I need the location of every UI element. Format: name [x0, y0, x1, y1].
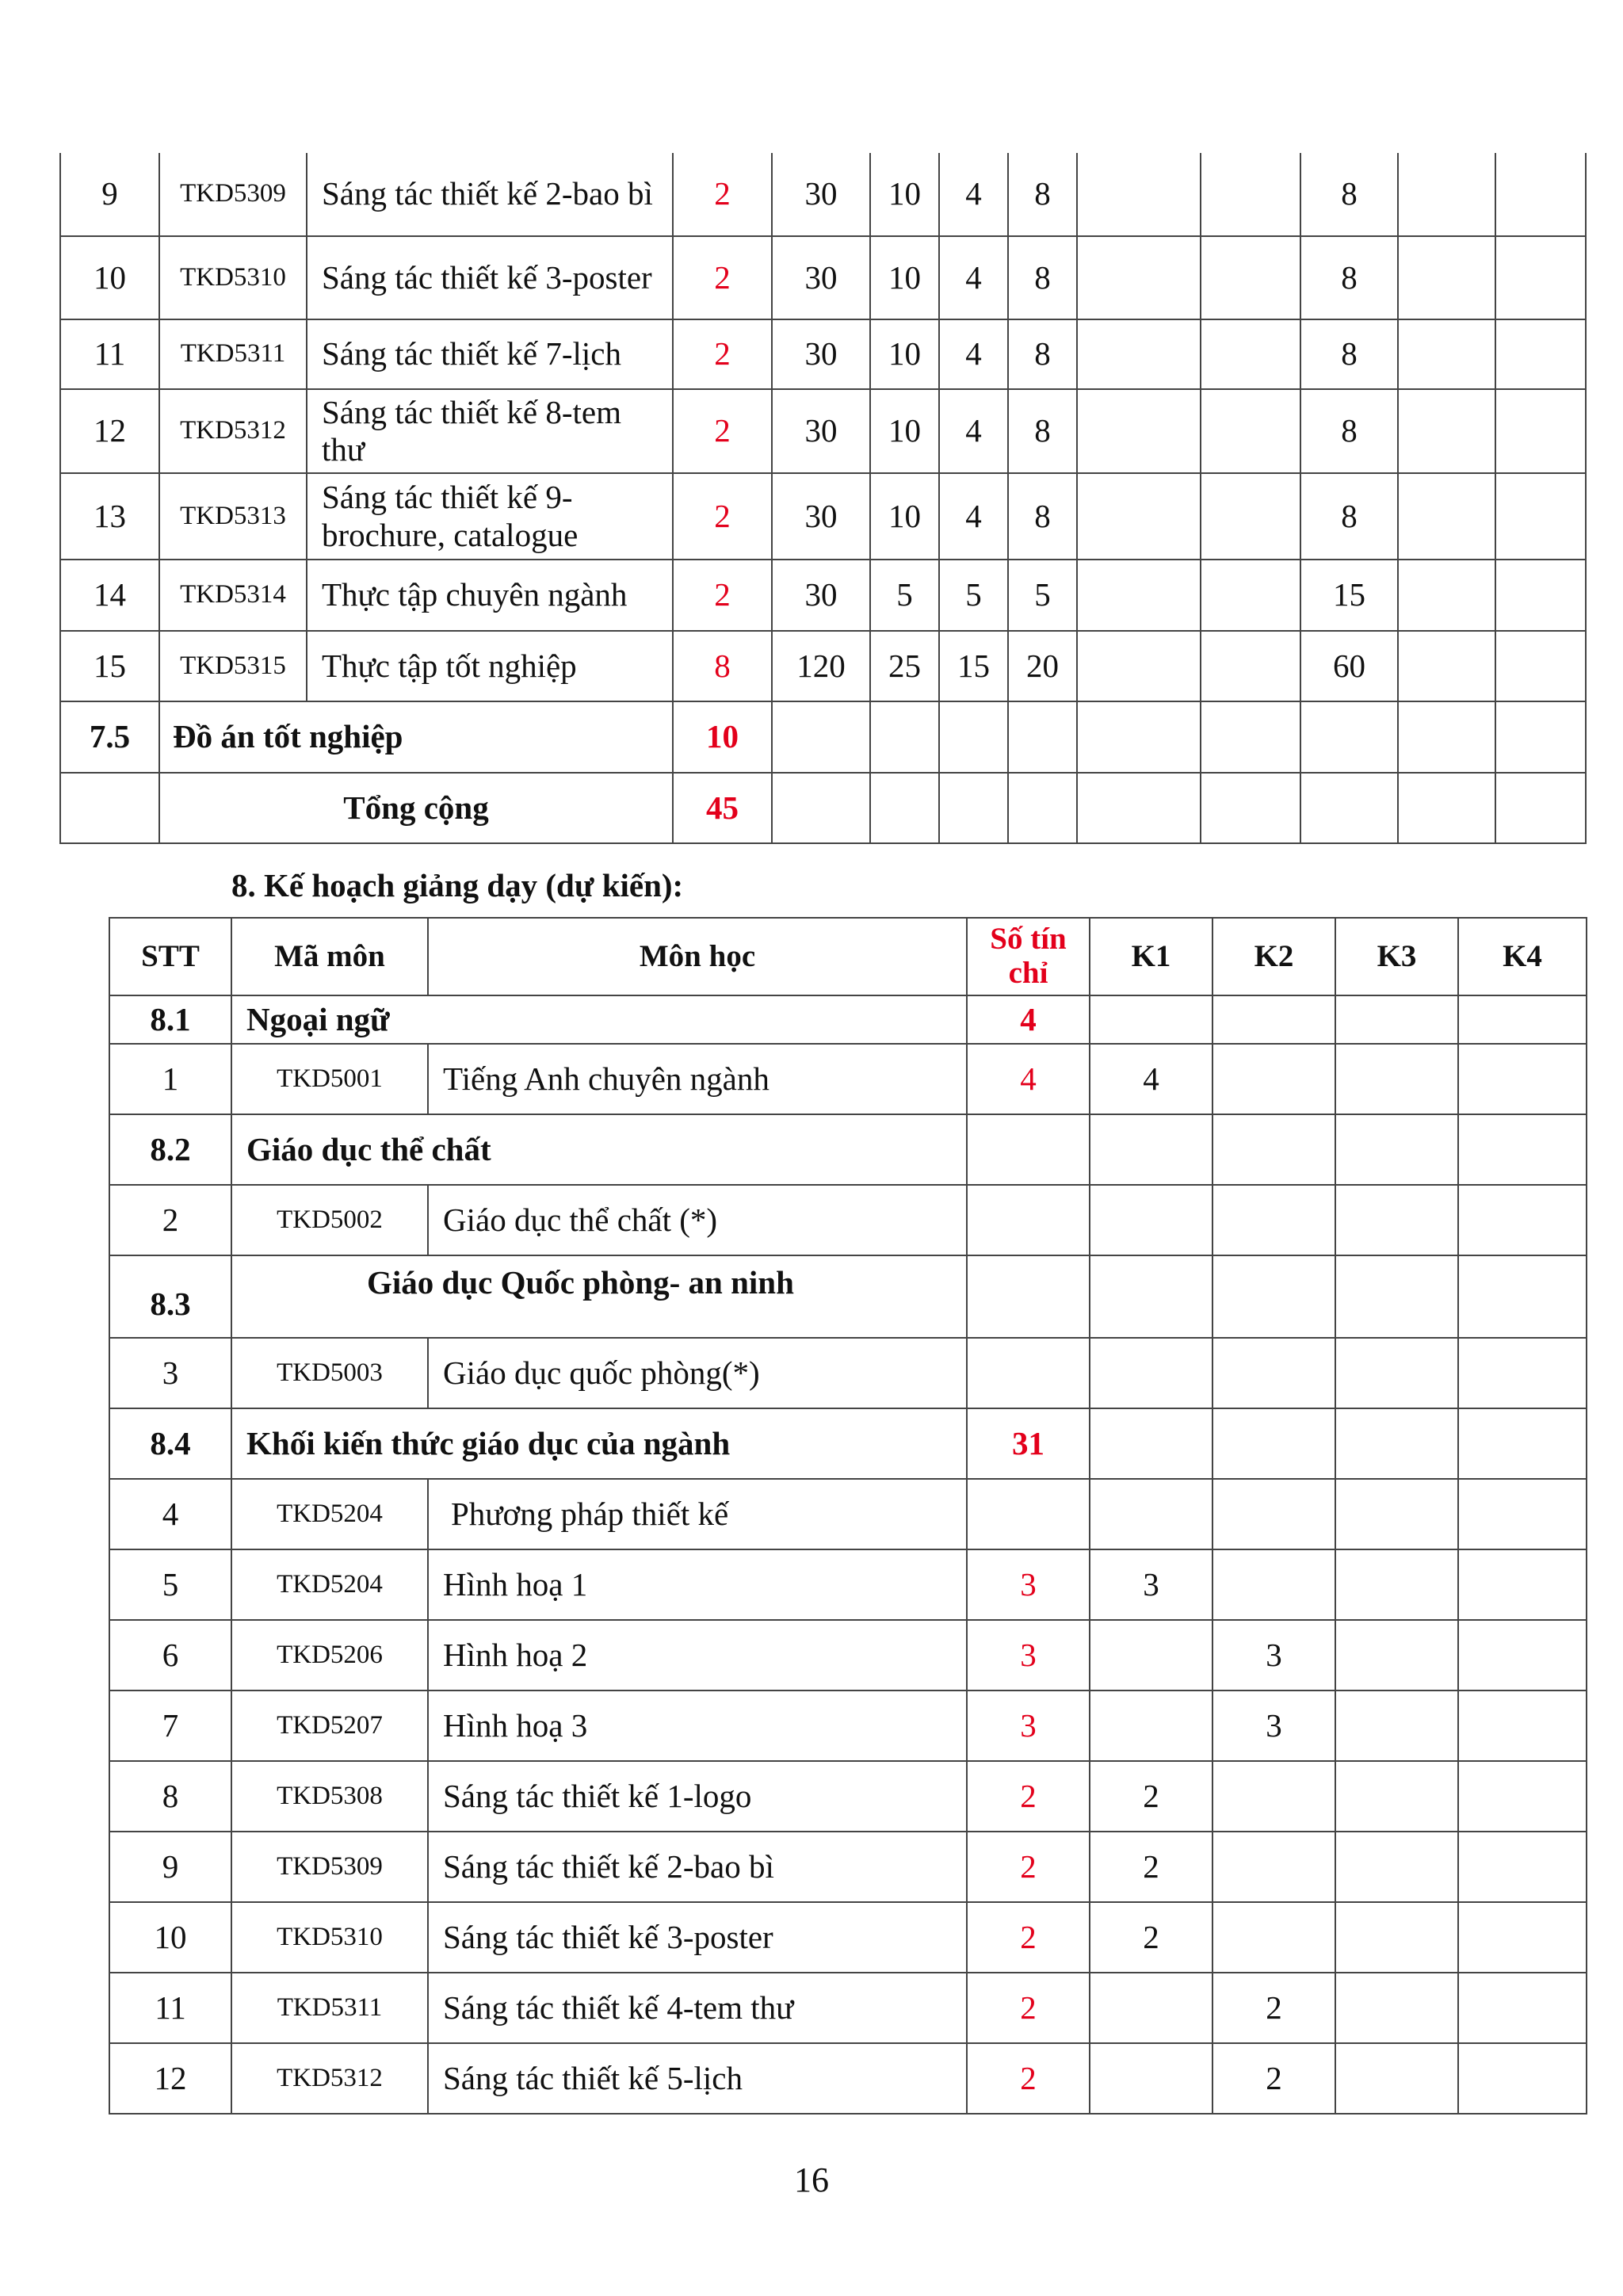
hours-cell — [1077, 631, 1201, 701]
hours-cell: 8 — [1300, 153, 1398, 236]
k1-cell: 4 — [1090, 1044, 1212, 1114]
group-row-8-3 — [109, 1255, 1587, 1338]
k3-cell — [1335, 2043, 1458, 2114]
hours-cell: 15 — [939, 631, 1008, 701]
hours-cell — [1495, 473, 1586, 560]
hours-cell: 4 — [939, 319, 1008, 389]
stt-cell: 12 — [60, 389, 159, 473]
k1-cell — [1090, 1973, 1212, 2043]
table-row — [109, 1832, 1587, 1902]
k1-cell: 2 — [1090, 1902, 1212, 1973]
header-k1: K1 — [1090, 918, 1212, 995]
stt-cell: 14 — [60, 560, 159, 631]
credits-cell — [967, 1185, 1090, 1255]
hours-cell — [1495, 236, 1586, 319]
course-code-cell: TKD5309 — [231, 1832, 428, 1902]
k3-cell — [1335, 1044, 1458, 1114]
hours-cell: 8 — [1008, 389, 1077, 473]
course-name-cell: Sáng tác thiết kế 3-poster — [428, 1902, 967, 1973]
total-credits: 45 — [673, 773, 772, 843]
hours-cell: 30 — [772, 319, 870, 389]
credits-cell: 2 — [673, 473, 772, 560]
k2-cell — [1212, 1185, 1335, 1255]
k2-cell — [1212, 1338, 1335, 1408]
hours-cell — [1077, 389, 1201, 473]
group-title: Ngoại ngữ — [231, 995, 967, 1044]
k4-cell — [1458, 1549, 1587, 1620]
k3-cell — [1335, 1832, 1458, 1902]
stt-cell: 1 — [109, 1044, 231, 1114]
stt-cell: 8 — [109, 1761, 231, 1832]
k4-cell — [1458, 1044, 1587, 1114]
course-code-cell: TKD5313 — [159, 473, 307, 560]
credits-cell — [967, 1479, 1090, 1549]
credits-cell: 4 — [967, 995, 1090, 1044]
k3-cell — [1335, 1338, 1458, 1408]
k4-cell — [1458, 1973, 1587, 2043]
credits-cell — [967, 1338, 1090, 1408]
hours-cell: 120 — [772, 631, 870, 701]
stt-cell: 13 — [60, 473, 159, 560]
table-row — [60, 389, 1586, 473]
k2-cell — [1212, 1902, 1335, 1973]
table-row — [109, 1761, 1587, 1832]
course-code-cell: TKD5312 — [159, 389, 307, 473]
hours-cell: 5 — [870, 560, 939, 631]
credits-cell: 8 — [673, 631, 772, 701]
hours-cell: 20 — [1008, 631, 1077, 701]
hours-cell — [1201, 631, 1300, 701]
hours-cell: 8 — [1008, 153, 1077, 236]
hours-cell: 4 — [939, 236, 1008, 319]
course-code-cell: TKD5311 — [159, 319, 307, 389]
hours-cell: 8 — [1008, 473, 1077, 560]
total-row — [60, 773, 1586, 843]
course-code-cell: TKD5310 — [159, 236, 307, 319]
header-k2: K2 — [1212, 918, 1335, 995]
table-row — [60, 473, 1586, 560]
table-row — [109, 1044, 1587, 1114]
credits-cell: 2 — [967, 1902, 1090, 1973]
credits-cell — [967, 1114, 1090, 1185]
hours-cell — [1398, 153, 1495, 236]
k4-cell — [1458, 1479, 1587, 1549]
hours-cell: 15 — [1300, 560, 1398, 631]
k4-cell — [1458, 1902, 1587, 1973]
hours-cell: 30 — [772, 560, 870, 631]
section-heading: 8. Kế hoạch giảng dạy (dự kiến): — [231, 867, 684, 904]
hours-cell — [1201, 319, 1300, 389]
group-title: Giáo dục thể chất — [231, 1114, 967, 1185]
hours-cell — [1201, 236, 1300, 319]
teaching-plan-table — [109, 917, 1587, 2115]
credits-cell: 2 — [673, 153, 772, 236]
k4-cell — [1458, 1620, 1587, 1690]
group-row-8-4 — [109, 1408, 1587, 1479]
k4-cell — [1458, 1761, 1587, 1832]
hours-cell: 4 — [939, 153, 1008, 236]
stt-cell: 7 — [109, 1690, 231, 1761]
header-credits: Số tín chỉ — [967, 918, 1090, 995]
k4-cell — [1458, 1185, 1587, 1255]
k2-cell — [1212, 1044, 1335, 1114]
course-code-cell: TKD5312 — [231, 2043, 428, 2114]
table-row — [109, 1479, 1587, 1549]
stt-cell: 12 — [109, 2043, 231, 2114]
hours-cell: 10 — [870, 153, 939, 236]
hours-cell: 10 — [870, 473, 939, 560]
table-row — [109, 1185, 1587, 1255]
course-name-cell: Sáng tác thiết kế 9-brochure, catalogue — [307, 473, 673, 560]
table-row — [109, 1338, 1587, 1408]
stt-cell: 3 — [109, 1338, 231, 1408]
stt-cell: 11 — [60, 319, 159, 389]
hours-cell — [1398, 236, 1495, 319]
course-name-cell: Sáng tác thiết kế 5-lịch — [428, 2043, 967, 2114]
hours-cell — [1495, 631, 1586, 701]
table-row — [60, 153, 1586, 236]
k1-cell: 3 — [1090, 1549, 1212, 1620]
course-name-cell: Hình hoạ 2 — [428, 1620, 967, 1690]
header-stt: STT — [109, 918, 231, 995]
hours-cell — [1495, 153, 1586, 236]
k1-cell — [1090, 1690, 1212, 1761]
hours-cell — [1201, 153, 1300, 236]
k1-cell: 2 — [1090, 1761, 1212, 1832]
hours-cell — [1495, 389, 1586, 473]
hours-cell: 8 — [1300, 389, 1398, 473]
hours-cell — [1398, 389, 1495, 473]
table-row — [60, 631, 1586, 701]
hours-cell — [1398, 631, 1495, 701]
table-row — [109, 1690, 1587, 1761]
hours-cell — [1077, 473, 1201, 560]
k3-cell — [1335, 1185, 1458, 1255]
course-name-cell: Sáng tác thiết kế 4-tem thư — [428, 1973, 967, 2043]
k4-cell — [1458, 1832, 1587, 1902]
course-code-cell: TKD5310 — [231, 1902, 428, 1973]
credits-cell: 2 — [673, 389, 772, 473]
course-code-cell: TKD5206 — [231, 1620, 428, 1690]
hours-cell — [1077, 153, 1201, 236]
course-name-cell: Sáng tác thiết kế 3-poster — [307, 236, 673, 319]
hours-cell: 5 — [939, 560, 1008, 631]
course-code-cell: TKD5204 — [231, 1479, 428, 1549]
k2-cell — [1212, 1761, 1335, 1832]
stt-cell: 15 — [60, 631, 159, 701]
credits-cell: 2 — [673, 560, 772, 631]
hours-cell: 30 — [772, 236, 870, 319]
credits-cell: 2 — [967, 1761, 1090, 1832]
credits-cell: 2 — [967, 1832, 1090, 1902]
stt-cell: 5 — [109, 1549, 231, 1620]
group-number: 8.4 — [109, 1408, 231, 1479]
hours-cell: 8 — [1008, 236, 1077, 319]
table-row — [60, 319, 1586, 389]
header-k3: K3 — [1335, 918, 1458, 995]
stt-cell: 6 — [109, 1620, 231, 1690]
course-name-cell: Tiếng Anh chuyên ngành — [428, 1044, 967, 1114]
hours-cell — [1201, 473, 1300, 560]
hours-cell — [1201, 389, 1300, 473]
hours-cell: 10 — [870, 236, 939, 319]
course-code-cell: TKD5311 — [231, 1973, 428, 2043]
k2-cell — [1212, 1549, 1335, 1620]
k3-cell — [1335, 1620, 1458, 1690]
hours-cell — [1077, 560, 1201, 631]
k4-cell — [1458, 1690, 1587, 1761]
group-title: Giáo dục Quốc phòng- an ninh — [231, 1255, 967, 1338]
course-code-cell: TKD5315 — [159, 631, 307, 701]
k1-cell — [1090, 2043, 1212, 2114]
k1-cell — [1090, 1620, 1212, 1690]
hours-cell — [1398, 319, 1495, 389]
section-number: 7.5 — [60, 701, 159, 773]
credits-cell: 3 — [967, 1549, 1090, 1620]
hours-cell: 60 — [1300, 631, 1398, 701]
k3-cell — [1335, 1690, 1458, 1761]
credits-cell: 3 — [967, 1620, 1090, 1690]
curriculum-hours-table — [59, 153, 1587, 844]
credits-cell: 4 — [967, 1044, 1090, 1114]
header-name: Môn học — [428, 918, 967, 995]
total-label: Tổng cộng — [159, 773, 673, 843]
credits-cell: 2 — [673, 236, 772, 319]
hours-cell — [1495, 560, 1586, 631]
table-row — [60, 236, 1586, 319]
k2-cell — [1212, 1832, 1335, 1902]
hours-cell — [1398, 473, 1495, 560]
k3-cell — [1335, 1973, 1458, 2043]
k2-cell: 3 — [1212, 1620, 1335, 1690]
hours-cell — [1201, 560, 1300, 631]
hours-cell — [1495, 319, 1586, 389]
hours-cell: 25 — [870, 631, 939, 701]
k3-cell — [1335, 1479, 1458, 1549]
credits-cell: 3 — [967, 1690, 1090, 1761]
course-name-cell: Thực tập chuyên ngành — [307, 560, 673, 631]
table-row — [109, 1902, 1587, 1973]
table-row — [60, 560, 1586, 631]
course-name-cell: Thực tập tốt nghiệp — [307, 631, 673, 701]
k2-cell — [1212, 1479, 1335, 1549]
course-code-cell: TKD5309 — [159, 153, 307, 236]
k3-cell — [1335, 1549, 1458, 1620]
course-code-cell: TKD5003 — [231, 1338, 428, 1408]
group-number: 8.3 — [109, 1255, 231, 1338]
course-name-cell: Giáo dục quốc phòng(*) — [428, 1338, 967, 1408]
course-name-cell: Sáng tác thiết kế 1-logo — [428, 1761, 967, 1832]
hours-cell: 10 — [870, 389, 939, 473]
course-name-cell: Hình hoạ 1 — [428, 1549, 967, 1620]
stt-cell: 4 — [109, 1479, 231, 1549]
stt-cell: 9 — [60, 153, 159, 236]
hours-cell — [1077, 236, 1201, 319]
hours-cell: 8 — [1008, 319, 1077, 389]
course-name-cell: Sáng tác thiết kế 7-lịch — [307, 319, 673, 389]
credits-cell: 10 — [673, 701, 772, 773]
table-header-row — [109, 918, 1587, 995]
k2-cell: 2 — [1212, 2043, 1335, 2114]
course-name-cell: Giáo dục thể chất (*) — [428, 1185, 967, 1255]
credits-cell: 31 — [967, 1408, 1090, 1479]
course-code-cell: TKD5204 — [231, 1549, 428, 1620]
table-row — [109, 1620, 1587, 1690]
course-code-cell: TKD5207 — [231, 1690, 428, 1761]
course-code-cell: TKD5314 — [159, 560, 307, 631]
credits-cell — [967, 1255, 1090, 1338]
k2-cell: 3 — [1212, 1690, 1335, 1761]
group-number: 8.1 — [109, 995, 231, 1044]
k4-cell — [1458, 2043, 1587, 2114]
credits-cell: 2 — [967, 1973, 1090, 2043]
hours-cell: 4 — [939, 389, 1008, 473]
k1-cell — [1090, 1479, 1212, 1549]
course-code-cell: TKD5002 — [231, 1185, 428, 1255]
page-number: 16 — [794, 2160, 829, 2199]
hours-cell: 30 — [772, 153, 870, 236]
group-row-8-2 — [109, 1114, 1587, 1185]
section-title: Đồ án tốt nghiệp — [159, 701, 673, 773]
header-k4: K4 — [1458, 918, 1587, 995]
group-title: Khối kiến thức giáo dục của ngành — [231, 1408, 967, 1479]
hours-cell: 4 — [939, 473, 1008, 560]
hours-cell — [1398, 560, 1495, 631]
hours-cell: 30 — [772, 473, 870, 560]
k4-cell — [1458, 1338, 1587, 1408]
stt-cell: 11 — [109, 1973, 231, 2043]
stt-cell: 10 — [60, 236, 159, 319]
k2-cell: 2 — [1212, 1973, 1335, 2043]
hours-cell: 5 — [1008, 560, 1077, 631]
credits-cell: 2 — [673, 319, 772, 389]
group-row-8-1 — [109, 995, 1587, 1044]
k1-cell: 2 — [1090, 1832, 1212, 1902]
stt-cell: 2 — [109, 1185, 231, 1255]
hours-cell: 30 — [772, 389, 870, 473]
course-code-cell: TKD5308 — [231, 1761, 428, 1832]
section-row-7-5 — [60, 701, 1586, 773]
header-code: Mã môn — [231, 918, 428, 995]
stt-cell: 10 — [109, 1902, 231, 1973]
course-name-cell: Sáng tác thiết kế 8-tem thư — [307, 389, 673, 473]
course-name-cell: Hình hoạ 3 — [428, 1690, 967, 1761]
k1-cell — [1090, 1185, 1212, 1255]
course-name-cell: Sáng tác thiết kế 2-bao bì — [428, 1832, 967, 1902]
course-name-cell: Sáng tác thiết kế 2-bao bì — [307, 153, 673, 236]
course-name-cell: Phương pháp thiết kế — [428, 1479, 967, 1549]
hours-cell: 10 — [870, 319, 939, 389]
stt-cell: 9 — [109, 1832, 231, 1902]
k1-cell — [1090, 1338, 1212, 1408]
table-row — [109, 1549, 1587, 1620]
hours-cell — [1077, 319, 1201, 389]
credits-cell: 2 — [967, 2043, 1090, 2114]
hours-cell: 8 — [1300, 236, 1398, 319]
table-row — [109, 1973, 1587, 2043]
course-code-cell: TKD5001 — [231, 1044, 428, 1114]
table-row — [109, 2043, 1587, 2114]
k3-cell — [1335, 1902, 1458, 1973]
hours-cell: 8 — [1300, 319, 1398, 389]
hours-cell: 8 — [1300, 473, 1398, 560]
group-number: 8.2 — [109, 1114, 231, 1185]
k3-cell — [1335, 1761, 1458, 1832]
